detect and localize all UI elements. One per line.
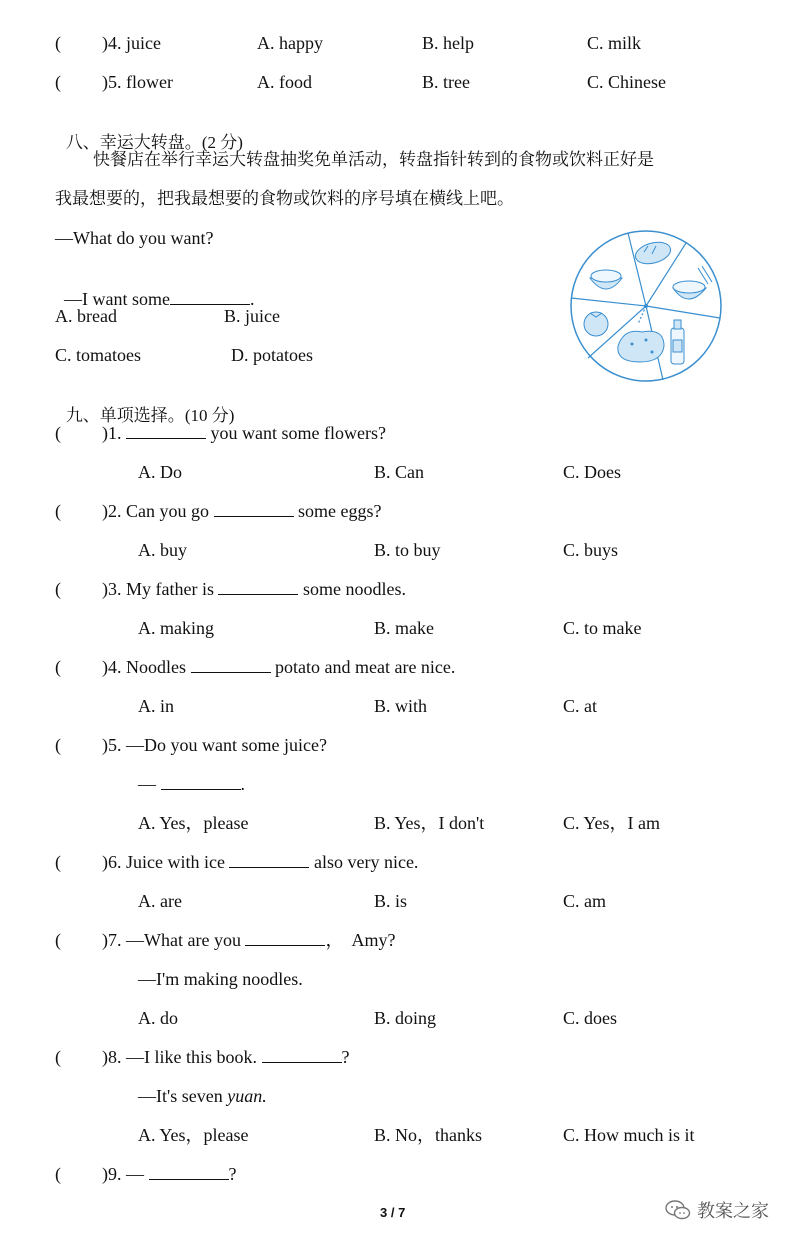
question-stem: )5. —Do you want some juice? (102, 735, 327, 755)
stem-pre: )4. Noodles (102, 657, 186, 677)
option-c: C. Yes，I am (563, 813, 661, 833)
option-a: A. Yes，please (138, 813, 249, 833)
dialog-reply (138, 773, 245, 795)
answer-paren[interactable]: ( (55, 72, 61, 92)
answer-paren[interactable]: ( (55, 579, 61, 599)
option-b: B. No，thanks (374, 1125, 482, 1145)
question-stem (102, 1163, 237, 1185)
section8-score: (2 分) (201, 133, 243, 152)
wechat-icon (665, 1199, 691, 1221)
reply-text: —It's seven (138, 1086, 223, 1106)
option-b: B. tree (422, 72, 470, 92)
question-stem (102, 578, 406, 600)
option-a: A. do (138, 1008, 178, 1028)
option-c: C. How much is it (563, 1125, 695, 1145)
option-a: A. are (138, 891, 182, 911)
dialog-reply (138, 1085, 267, 1107)
answer-paren[interactable]: ( (55, 1164, 61, 1184)
question-stem (102, 1046, 350, 1068)
answer-suffix: . (249, 289, 255, 309)
option-c: C. tomatoes (55, 345, 141, 365)
option-c: C. does (563, 1008, 617, 1028)
option-c: C. am (563, 891, 606, 911)
stem-after: also very nice. (313, 852, 419, 872)
potato-icon (618, 331, 664, 362)
option-b: B. Can (374, 462, 425, 482)
question-stem (102, 500, 381, 522)
reply-suffix: . (240, 774, 245, 794)
watermark-text: 教案之家 (697, 1201, 769, 1222)
option-b: B. with (374, 696, 428, 716)
stem-after: potato and meat are nice. (275, 657, 456, 677)
question-stem (102, 851, 418, 873)
page-number: 3 / 7 (380, 1205, 406, 1220)
question-number: )4. juice (102, 33, 161, 53)
answer-paren[interactable]: ( (55, 33, 61, 53)
stem-after: some noodles. (302, 579, 406, 599)
answer-paren[interactable]: ( (55, 852, 61, 872)
question-stem (102, 929, 395, 951)
answer-paren[interactable]: ( (55, 1047, 61, 1067)
answer-blank[interactable] (170, 290, 250, 305)
option-c: C. milk (587, 33, 642, 53)
question-stem (102, 422, 386, 444)
option-b: B. make (374, 618, 434, 638)
question-number: )5. flower (102, 72, 173, 92)
section9-heading (55, 383, 234, 427)
fill-blank[interactable] (262, 1048, 342, 1063)
section8-question: —What do you want? (55, 228, 214, 248)
stem-after: you want some flowers? (210, 423, 386, 443)
watermark (665, 1197, 769, 1223)
fill-blank[interactable] (229, 853, 309, 868)
section9-score: (10 分) (184, 406, 235, 425)
option-b: B. doing (374, 1008, 437, 1028)
option-c: C. Chinese (587, 72, 666, 92)
lucky-wheel (568, 228, 724, 384)
reply-italic: yuan. (227, 1086, 267, 1106)
fill-blank[interactable] (149, 1165, 229, 1180)
answer-prefix: —I want some (64, 289, 170, 309)
stem-pre: )8. —I like this book. (102, 1047, 257, 1067)
option-b: B. is (374, 891, 408, 911)
stem-pre: )3. My father is (102, 579, 214, 599)
option-b: B. Yes，I don't (374, 813, 485, 833)
section9-title: 九、单项选择。 (65, 406, 185, 426)
stem-pre: )6. Juice with ice (102, 852, 225, 872)
answer-paren[interactable]: ( (55, 735, 61, 755)
answer-paren[interactable]: ( (55, 930, 61, 950)
fill-blank[interactable] (161, 775, 241, 790)
option-d: D. potatoes (231, 345, 313, 365)
option-a: A. in (138, 696, 174, 716)
stem-pre: )7. —What are you (102, 930, 241, 950)
fill-blank[interactable] (218, 580, 298, 595)
option-b: B. juice (224, 306, 280, 326)
stem-after: ? (228, 1164, 237, 1184)
section8-intro-1: 快餐店在举行幸运大转盘抽奖免单活动，转盘指针转到的食物或饮料正好是 (93, 150, 654, 170)
stem-pre: )9. — (102, 1164, 144, 1184)
option-a: A. food (257, 72, 312, 92)
option-a: A. Yes，please (138, 1125, 249, 1145)
option-c: C. to make (563, 618, 642, 638)
stem-after: some eggs? (298, 501, 382, 521)
option-b: B. to buy (374, 540, 441, 560)
option-c: C. buys (563, 540, 619, 560)
tomato-icon (584, 312, 608, 336)
stem-pre: )2. Can you go (102, 501, 209, 521)
option-c: C. at (563, 696, 597, 716)
fill-blank[interactable] (245, 931, 325, 946)
option-a: A. happy (257, 33, 323, 53)
option-a: A. Do (138, 462, 182, 482)
option-a: A. bread (55, 306, 117, 326)
reply-dash: — (138, 774, 156, 794)
question-stem (102, 656, 455, 678)
option-a: A. making (138, 618, 214, 638)
option-c: C. Does (563, 462, 621, 482)
answer-paren[interactable]: ( (55, 501, 61, 521)
stem-after: ? (341, 1047, 350, 1067)
fill-blank[interactable] (214, 502, 294, 517)
answer-paren[interactable]: ( (55, 423, 61, 443)
option-b: B. help (422, 33, 474, 53)
stem-pre: )1. (102, 423, 122, 443)
option-a: A. buy (138, 540, 187, 560)
section8-intro-2: 我最想要的，把我最想要的食物或饮料的序号填在横线上吧。 (55, 189, 514, 209)
section8-heading (55, 110, 243, 154)
answer-paren[interactable]: ( (55, 657, 61, 677)
section8-answer-line (55, 266, 254, 310)
fill-blank[interactable] (126, 424, 206, 439)
section8-title: 八、幸运大转盘。 (65, 133, 202, 153)
stem-after: ， Amy? (325, 930, 396, 950)
dialog-reply: —I'm making noodles. (138, 969, 303, 989)
fill-blank[interactable] (191, 658, 271, 673)
